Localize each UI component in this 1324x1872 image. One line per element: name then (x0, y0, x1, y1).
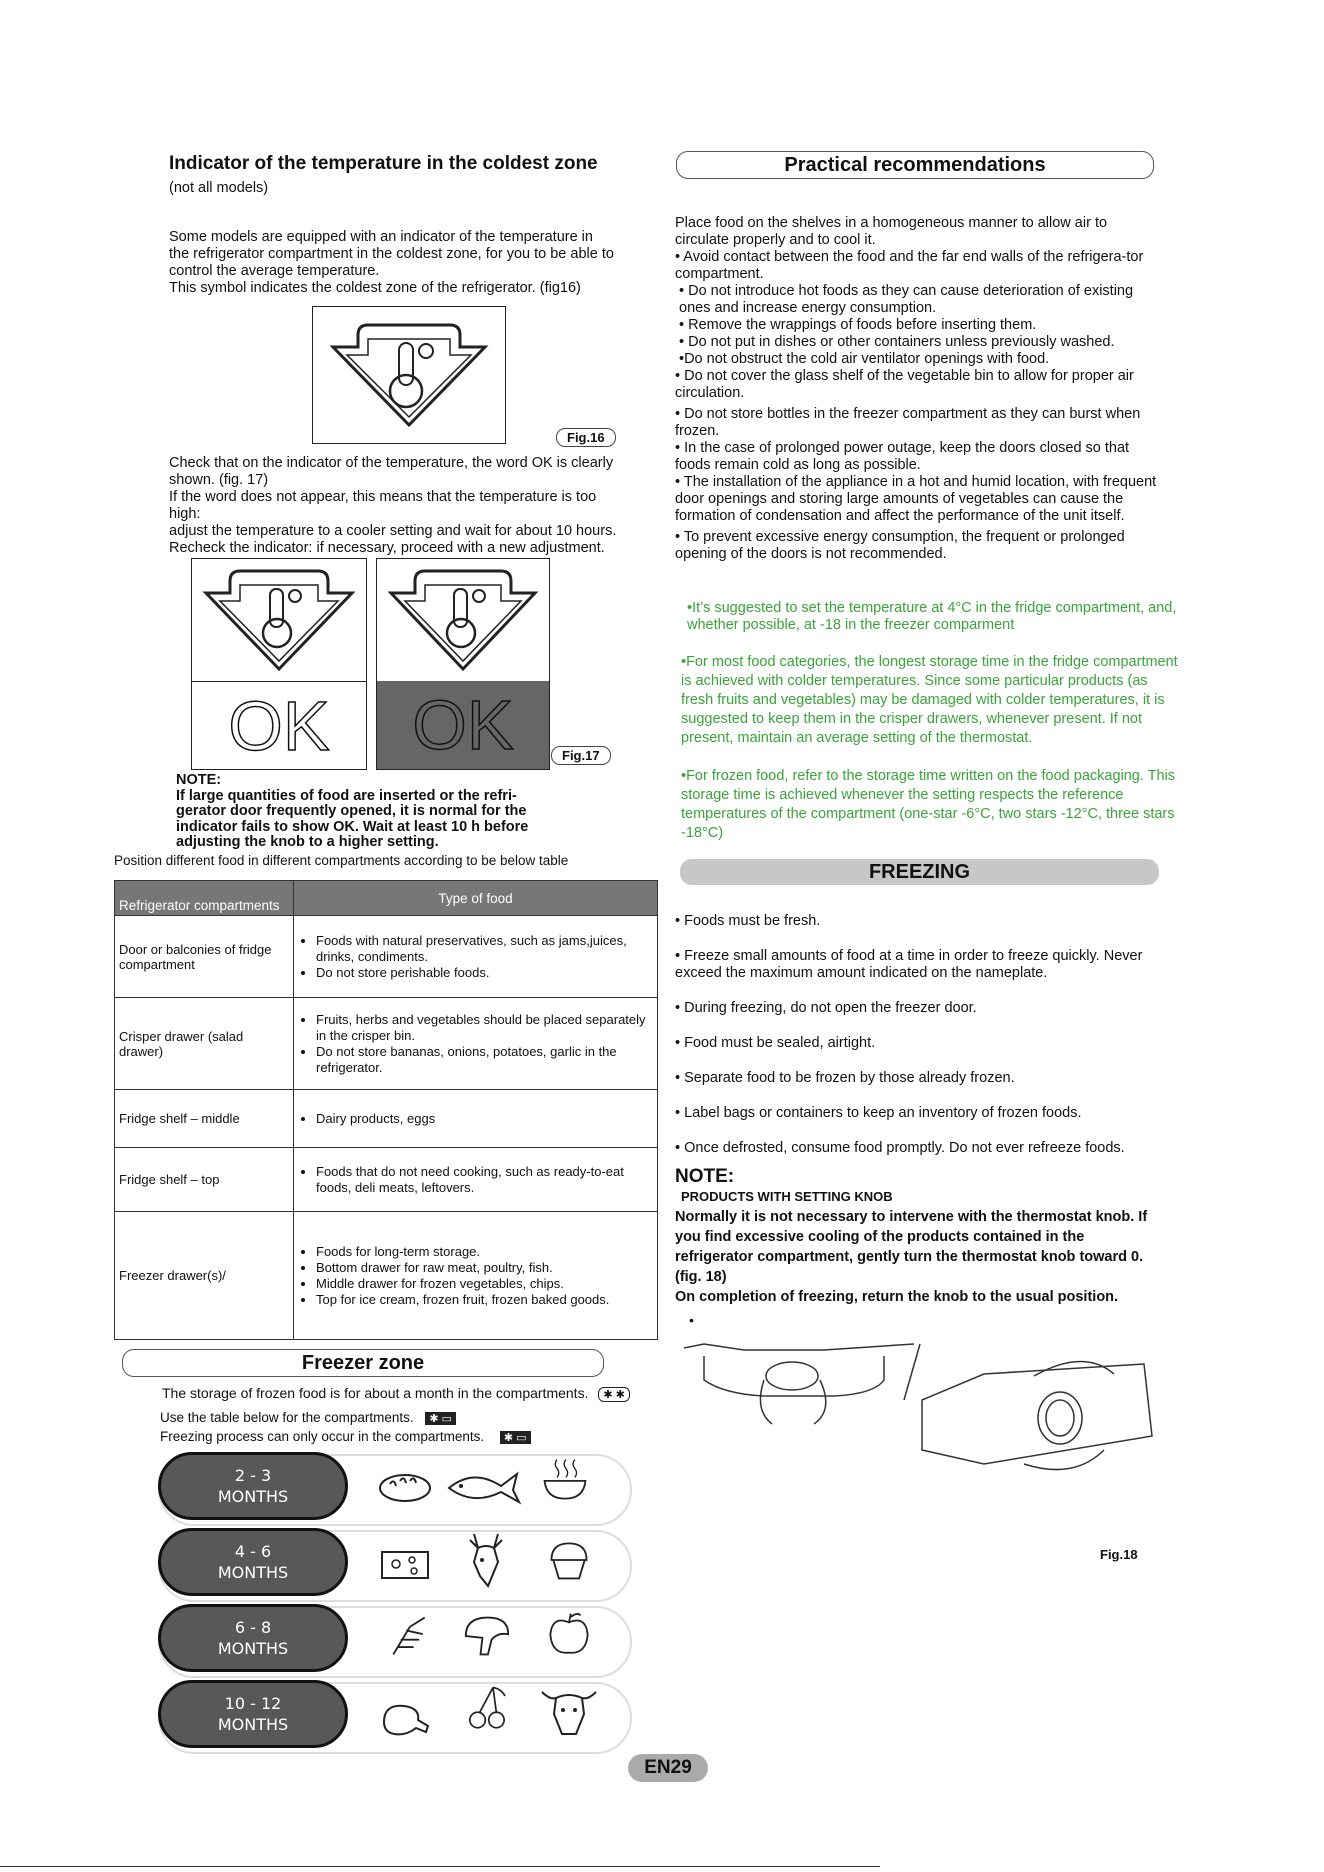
freezer-line2: Use the table below for the compartments. ✱ ▭ (160, 1410, 456, 1425)
table-row: Crisper drawer (salad drawer) • Fruits, herbs and vegetables should be placed separately in the crisper bin. • Do not store bananas, onions, potatoes, garlic in the refrigerator. (115, 998, 658, 1090)
indicator-title: Indicator of the temperature in the coldest zone (169, 153, 598, 174)
compartment-cell: Freezer drawer(s)/ (115, 1212, 294, 1340)
compartment-cell: Fridge shelf – middle (115, 1090, 294, 1148)
cherries-icon (458, 1684, 516, 1732)
cupcake-icon (540, 1536, 598, 1584)
cow-icon (536, 1682, 602, 1742)
indicator-intro: Some models are equipped with an indicator of the temperature in the refrigerator compartment in the coldest zone, for you to be able to control the average temperature. This symbol indicates the coldest zone of the refrigerator. (fig16) (169, 229, 614, 296)
indicator-note: NOTE: If large quantities of food are inserted or the refri- gerator door frequently opened, it is normal for the indicator fails to show OK. Wait at least 10 h before adjusting the knob to a higher setting. (176, 772, 529, 850)
compartment-cell: Fridge shelf – top (115, 1148, 294, 1212)
indicator-check-text: Check that on the indicator of the temperature, the word OK is clearly shown. (fig. 17) If the word does not appear, this means that the temperature is too high: adjust the temperature to a cooler setting and wait for about 10 hours. Recheck the indicator: if necessary, proceed with a new adjustment. (169, 455, 617, 556)
ok-text-dark: OK (377, 681, 549, 769)
thermostat-knob-illustration (664, 1340, 1174, 1560)
four-star-icon: ✱ ▭ (425, 1412, 456, 1425)
chicken-leg-icon (376, 1692, 434, 1740)
header-compartment: Refrigerator compartments (115, 881, 294, 916)
freezer-line3: Freezing process can only occur in the compartments. ✱ ▭ (160, 1429, 531, 1444)
table-row: Fridge shelf – middle • Dairy products, eggs (115, 1090, 658, 1148)
storage-time-note: •For most food categories, the longest storage time in the fridge compartment is achieved with colder temperatures. Since some particular products (as fresh fruits and vegetables) may be damaged with colder temperatures, it is suggested to keep them in the crisper drawers, whenever present. If not present, maintain an average setting of the thermostat. (681, 654, 1178, 746)
indicator-subtitle: (not all models) (169, 180, 269, 196)
bread-icon (376, 1462, 434, 1510)
practical-list: Place food on the shelves in a homogeneous manner to allow air to circulate properly and to cool it. • Avoid contact between the food and the far end walls of the refrigera-tor compartment. • Do not introduce hot foods as they can cause deterioration of existing ones and increase energy consumption. • Remove the wrappings of foods before inserting them. • Do not put in dishes or other containers unless previously washed. •Do not obstruct the cold air ventilator openings with food. • Do not cover the glass shelf of the vegetable bin to allow for proper air circulation. • Do not store bottles in the freezer compartment as they can burst when frozen. • In the case of prolonged power outage, keep the doors closed so that foods remain cold as long as possible. • The installation of the appliance in a hot and humid location, with frequent door openings and storing large amounts of vegetables can cause the formation of condensation and affect the performance of the unit itself. • To prevent excessive energy consumption, the frequent or prolonged opening of the doors is not recommended. (675, 215, 1157, 562)
period-badge: 6 - 8 MONTHS (158, 1604, 348, 1672)
cheese-icon (376, 1540, 434, 1588)
table-row: Door or balconies of fridge compartment • Foods with natural preservatives, such as jams,juices, drinks, condiments. • Do not store perishable foods. (115, 916, 658, 998)
frozen-food-note: •For frozen food, refer to the storage time written on the food packaging. This storage time is achieved whenever the setting respects the reference temperatures of the compartment (one-star -6°C, two stars -12°C, three stars -18°C) (681, 768, 1176, 841)
ok-indicator-light (191, 558, 367, 770)
table-row: Fridge shelf – top • Foods that do not need cooking, such as ready-to-eat foods, deli meats, leftovers. (115, 1148, 658, 1212)
vegetables-icon (380, 1612, 438, 1660)
coldest-zone-symbol (312, 306, 506, 444)
ok-indicator-dark (376, 558, 550, 770)
two-star-icon: ✱ ✱ (598, 1387, 630, 1402)
fish-icon (443, 1462, 523, 1510)
apple-icon (540, 1610, 598, 1658)
header-food: Type of food (294, 881, 658, 916)
practical-title: Practical recommendations (676, 151, 1154, 179)
knob-note: Normally it is not necessary to intervene with the thermostat knob. If you find excessive cooling of the products contained in the refrigerator compartment, gently turn the thermostat knob toward 0. (fig. 18) On completion of freezing, return the knob to the usual position. (675, 1209, 1148, 1305)
fig17-label: Fig.17 (551, 746, 611, 765)
period-badge: 10 - 12 MONTHS (158, 1680, 348, 1748)
empty-bullet: • (689, 1312, 694, 1328)
freezer-line1: The storage of frozen food is for about a month in the compartments. ✱ ✱ (162, 1385, 630, 1402)
freezer-zone-title: Freezer zone (122, 1349, 604, 1377)
ok-text-light: OK (228, 687, 330, 765)
bottom-rule (0, 1866, 880, 1867)
knob-subtitle: PRODUCTS WITH SETTING KNOB (681, 1189, 893, 1204)
four-star-icon: ✱ ▭ (500, 1431, 531, 1444)
compartment-cell: Door or balconies of fridge compartment (115, 916, 294, 998)
fig18-label: Fig.18 (1100, 1547, 1138, 1562)
temperature-suggestion: •It’s suggested to set the temperature at 4°C in the fridge compartment, and, whether possible, at -18 in the freezer comparment (687, 600, 1177, 633)
table-row: Freezer drawer(s)/ • Foods for long-term storage. • Bottom drawer for raw meat, poultry, fish. • Middle drawer for frozen vegetables, chips. • Top for ice cream, frozen fruit, frozen baked goods. (115, 1212, 658, 1340)
freezing-title: FREEZING (680, 859, 1159, 885)
period-badge: 4 - 6 MONTHS (158, 1528, 348, 1596)
freezing-list: • Foods must be fresh. • Freeze small amounts of food at a time in order to freeze quickly. Never exceed the maximum amount indicated on the nameplate. • During freezing, do not open the freezer door. • Food must be sealed, airtight. • Separate food to be frozen by those already frozen. • Label bags or containers to keep an inventory of frozen foods. • Once defrosted, consume food promptly. Do not ever refreeze foods. (675, 913, 1143, 1156)
food-storage-table (114, 880, 658, 1340)
page-number: EN29 (628, 1754, 708, 1782)
position-text: Position different food in different compartments according to be below table (114, 853, 569, 868)
freezing-note-title: NOTE: (675, 1166, 735, 1187)
compartment-cell: Crisper drawer (salad drawer) (115, 998, 294, 1090)
period-badge: 2 - 3 MONTHS (158, 1452, 348, 1520)
deer-icon (456, 1530, 516, 1592)
soup-bowl-icon (536, 1456, 594, 1504)
fig16-label: Fig.16 (556, 428, 616, 447)
mushroom-icon (458, 1612, 516, 1660)
